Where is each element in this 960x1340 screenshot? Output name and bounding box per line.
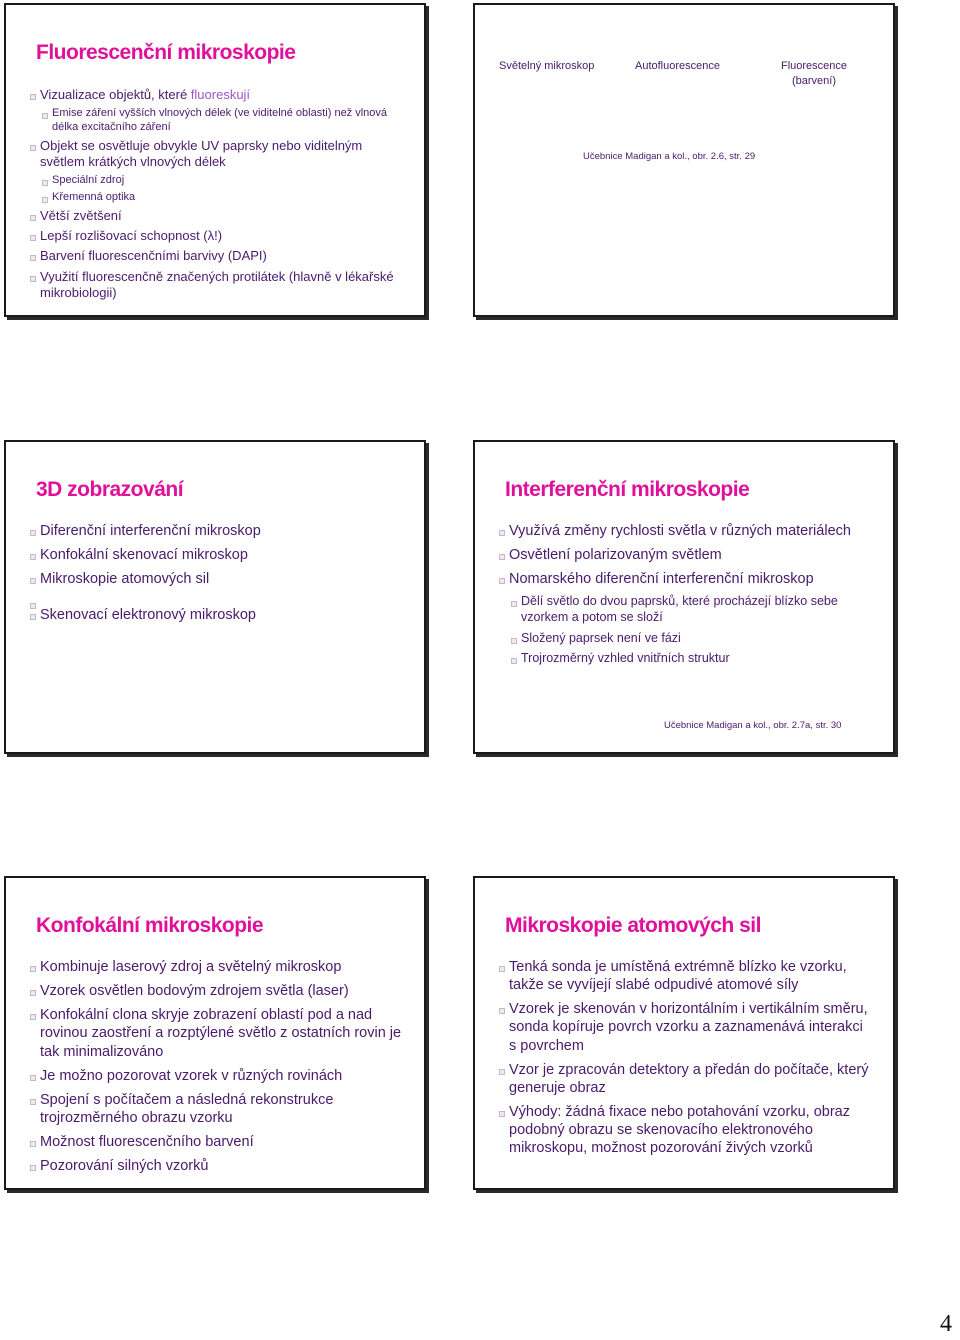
bullet-item: Kombinuje laserový zdroj a světelný mikroskop	[30, 958, 404, 976]
bullet-list	[499, 958, 873, 1163]
caption-light-microscope: Světelný mikroskop	[499, 60, 595, 72]
caption-autofluorescence: Autofluorescence	[635, 60, 720, 72]
bullet-item: Je možno pozorovat vzorek v různých rovinách	[30, 1067, 404, 1085]
bullet-item: Konfokální skenovací mikroskop	[30, 546, 404, 564]
bullet-list	[30, 958, 404, 1181]
bullet-item: Využívá změny rychlosti světla v různých materiálech	[499, 522, 873, 540]
slide-interference	[473, 440, 895, 754]
caption-fluorescence-line1: Fluorescence	[780, 60, 848, 72]
bullet-item: Konfokální clona skryje zobrazení oblastí pod a nad rovinou zaostření a rozptýlené světlo z ostatních rovin je tak minimalizováno	[30, 1006, 404, 1060]
bullet-item: Možnost fluorescenčního barvení	[30, 1133, 404, 1151]
figure-reference: Učebnice Madigan a kol., obr. 2.7a, str. 30	[664, 720, 842, 731]
bullet-list	[30, 522, 404, 631]
figure-reference: Učebnice Madigan a kol., obr. 2.6, str. 29	[583, 151, 756, 162]
bullet-accent-text: fluoreskují	[190, 87, 251, 102]
bullet-item: Vzorek osvětlen bodovým zdrojem světla (laser)	[30, 982, 404, 1000]
slide-title: Mikroskopie atomových sil	[505, 914, 761, 937]
bullet-item: Spojení s počítačem a následná rekonstrukce trojrozměrného obrazu vzorku	[30, 1091, 404, 1127]
sub-bullet-item: Dělí světlo do dvou paprsků, které procházejí blízko sebe vzorkem a potom se složí	[511, 594, 873, 625]
bullet-item: Skenovací elektronový mikroskop	[30, 606, 404, 624]
slide-fluorescence	[4, 3, 426, 317]
sub-bullet-item: Křemenná optika	[42, 191, 404, 205]
bullet-item: Pozorování silných vzorků	[30, 1157, 404, 1175]
bullet-list	[30, 87, 404, 305]
sub-bullet-item: Složený paprsek není ve fázi	[511, 631, 873, 647]
bullet-text: Vizualizace objektů, které	[40, 87, 191, 102]
sub-bullet-item: Emise záření vyšších vlnových délek (ve viditelné oblasti) než vlnová délka excitačního záření	[42, 107, 404, 135]
caption-fluorescence-line2: (barvení)	[791, 75, 837, 87]
bullet-item: Mikroskopie atomových sil	[30, 570, 404, 588]
spacer	[30, 594, 404, 606]
bullet-item: Větší zvětšení	[30, 208, 404, 224]
slide-title: Fluorescenční mikroskopie	[36, 41, 296, 64]
bullet-item: Osvětlení polarizovaným světlem	[499, 546, 873, 564]
bullet-item: Diferenční interferenční mikroskop	[30, 522, 404, 540]
bullet-item: Nomarského diferenční interferenční mikroskop	[499, 570, 873, 588]
slide-3d-imaging	[4, 440, 426, 754]
slide-comparison	[473, 3, 895, 317]
bullet-item: Využití fluorescenčně značených protilátek (hlavně v lékařské mikrobiologii)	[30, 269, 404, 302]
slide-confocal	[4, 876, 426, 1190]
caption-fluorescence	[779, 60, 849, 87]
slide-title: 3D zobrazování	[36, 478, 184, 501]
sub-bullet-item: Trojrozměrný vzhled vnitřních struktur	[511, 651, 873, 667]
sub-bullet-item: Speciální zdroj	[42, 174, 404, 188]
bullet-item: Výhody: žádná fixace nebo potahování vzorku, obraz podobný obrazu se skenovacího elektronového mikroskopu, možnost pozorování živých vzorků	[499, 1103, 873, 1157]
bullet-item: Vzor je zpracován detektory a předán do počítače, který generuje obraz	[499, 1061, 873, 1097]
bullet-item: Vzorek je skenován v horizontálním i vertikálním směru, sonda kopíruje povrch vzorku a zaznamenává interakci s povrchem	[499, 1000, 873, 1054]
page-number: 4	[940, 1311, 952, 1337]
bullet-item	[30, 87, 404, 103]
bullet-item: Barvení fluorescenčními barvivy (DAPI)	[30, 248, 404, 264]
bullet-item: Tenká sonda je umístěná extrémně blízko ke vzorku, takže se vyvíjejí slabé odpudivé atomové síly	[499, 958, 873, 994]
bullet-list	[499, 522, 873, 672]
bullet-item: Objekt se osvětluje obvykle UV paprsky nebo viditelným světlem krátkých vlnových délek	[30, 138, 404, 171]
slide-title: Konfokální mikroskopie	[36, 914, 264, 937]
bullet-item: Lepší rozlišovací schopnost (λ!)	[30, 228, 404, 244]
slide-afm	[473, 876, 895, 1190]
slide-title: Interferenční mikroskopie	[505, 478, 750, 501]
